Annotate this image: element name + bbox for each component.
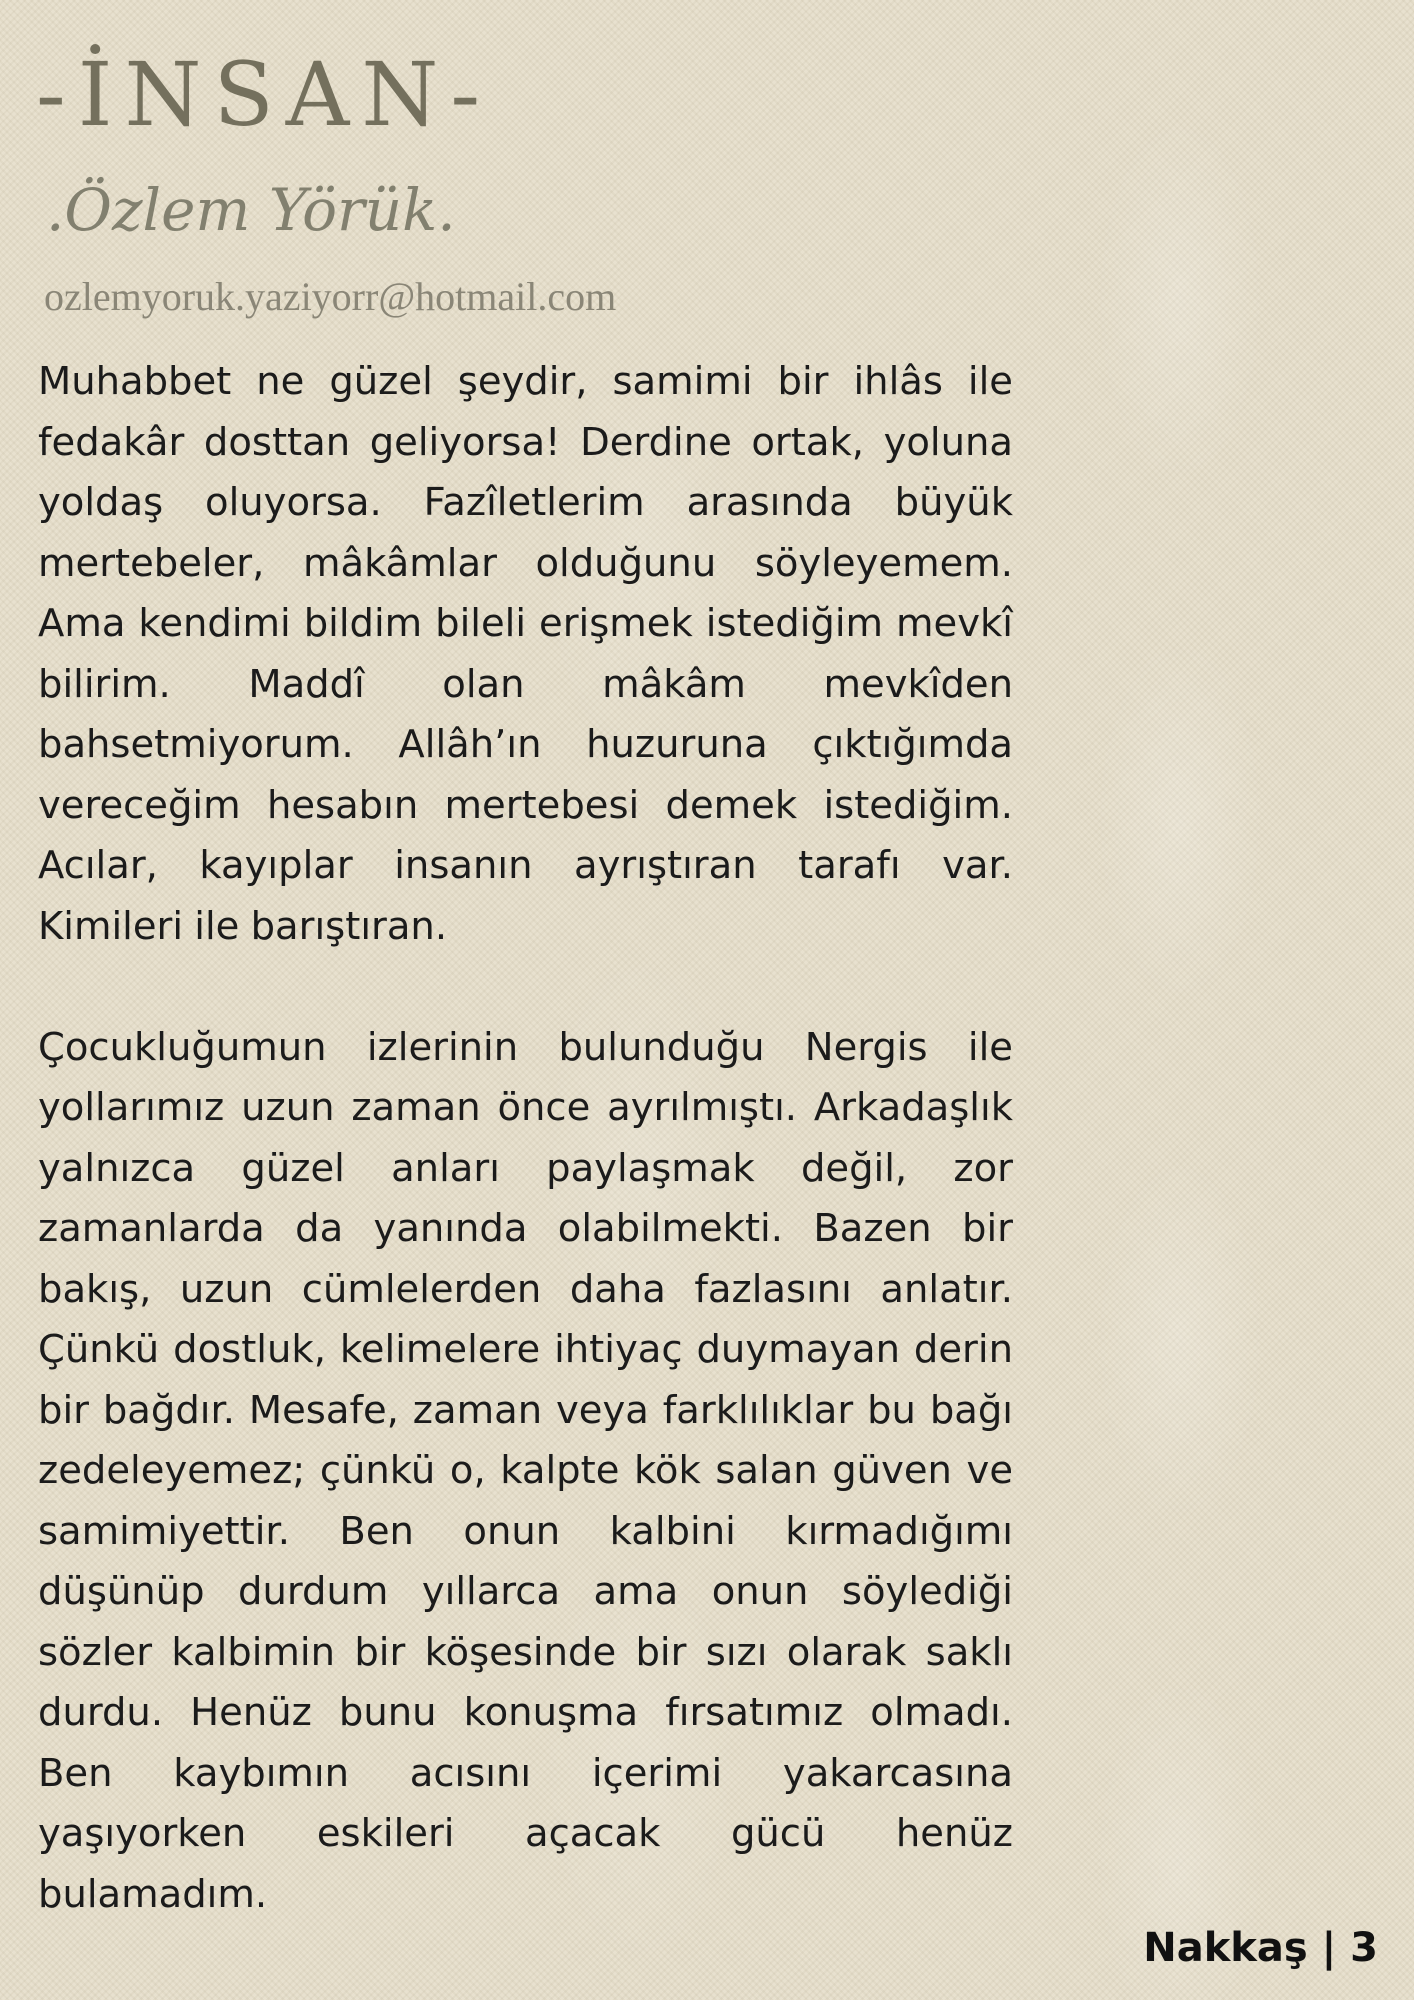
author-name: .Özlem Yörük. bbox=[46, 176, 456, 244]
article-body bbox=[38, 352, 1013, 1925]
page-title: -İNSAN- bbox=[36, 43, 493, 146]
article-paragraph-1: Muhabbet ne güzel şeydir, samimi bir ihlâs ile fedakâr dosttan geliyorsa! Derdine ortak, yoluna yoldaş oluyorsa. Fazîletlerim arasında büyük mertebeler, mâkâmlar olduğunu söyleyemem. Ama kendimi bildim bileli erişmek istediğim mevkî bilirim. Maddî olan mâkâm mevkîden bahsetmiyorum. Allâh’ın huzuruna çıktığımda vereceğim hesabın mertebesi demek istediğim. Acılar, kayıplar insanın ayrıştıran tarafı var. Kimileri ile barıştıran. bbox=[38, 359, 1013, 949]
article-paragraph-2: Çocukluğumun izlerinin bulunduğu Nergis ile yollarımız uzun zaman önce ayrılmıştı. Arkadaşlık yalnızca güzel anları paylaşmak değil, zor zamanlarda da yanında olabilmekti. Bazen bir bakış, uzun cümlelerden daha fazlasını anlatır. Çünkü dostluk, kelimelere ihtiyaç duymayan derin bir bağdır. Mesafe, zaman veya farklılıklar bu bağı zedeleyemez; çünkü o, kalpte kök salan güven ve samimiyettir. Ben onun kalbini kırmadığımı düşünüp durdum yıllarca ama onun söylediği sözler kalbimin bir köşesinde bir sızı olarak saklı durdu. Henüz bunu konuşma fırsatımız olmadı. Ben kaybımın acısını içerimi yakarcasına yaşıyorken eskileri açacak gücü henüz bulamadım. bbox=[38, 1024, 1013, 1917]
author-email: ozlemyoruk.yaziyorr@hotmail.com bbox=[44, 274, 617, 319]
page-footer-label: Nakkaş | 3 bbox=[1143, 1925, 1378, 1971]
